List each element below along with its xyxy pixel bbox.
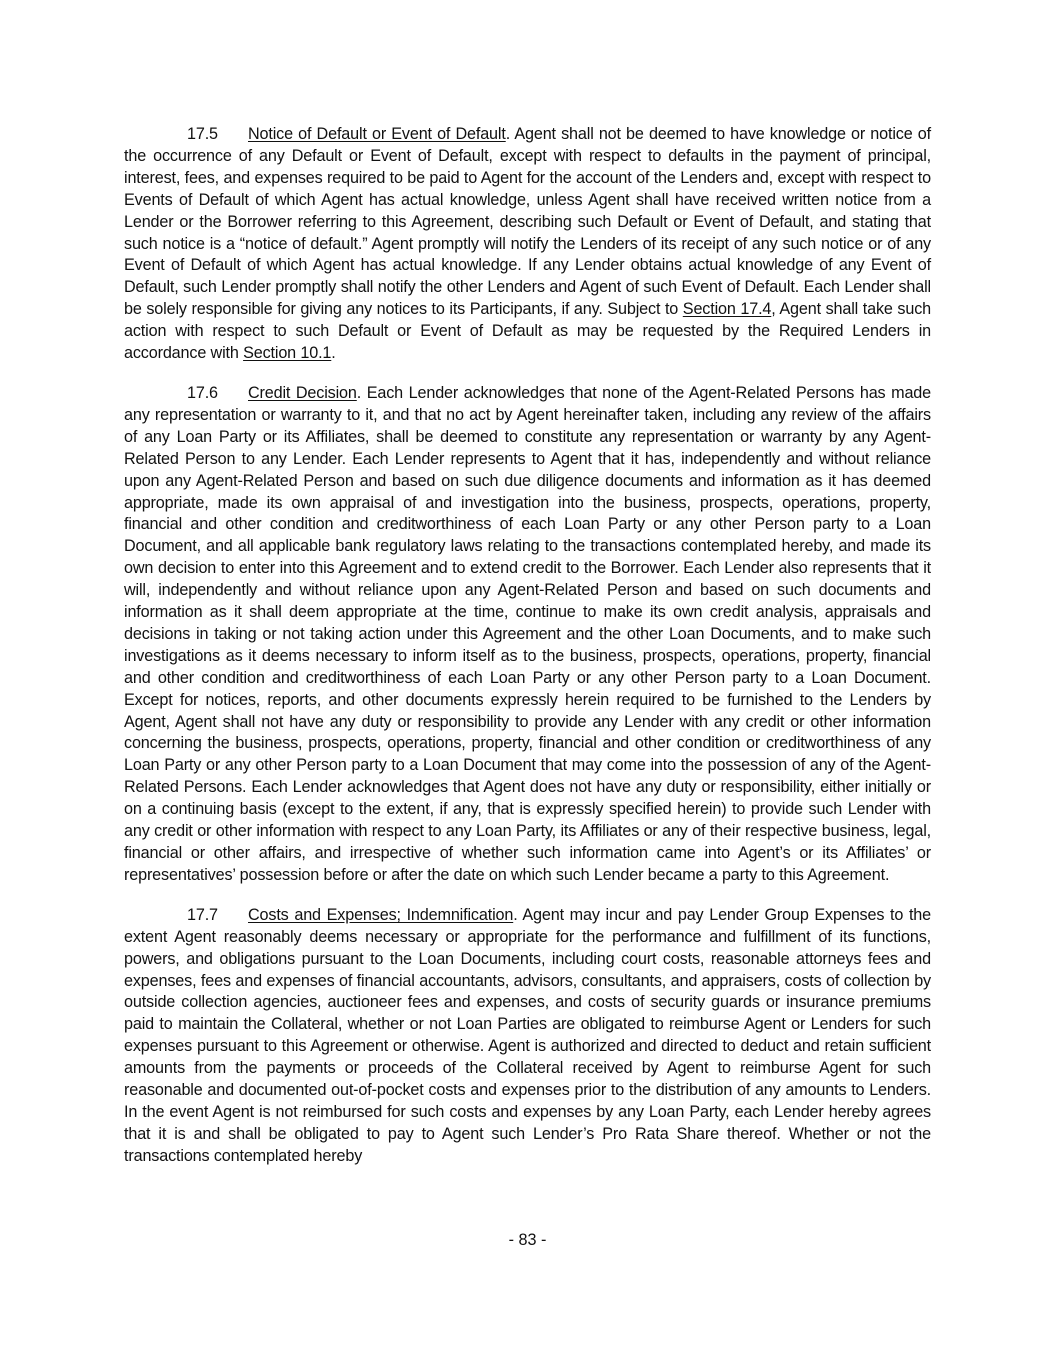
paragraph-text: . Each Lender acknowledges that none of the Agent-Related Persons has made any representation or warranty to it, and that no act by Agent hereinafter taken, including any review of the affairs of any Loan Party or its Affiliates, shall be deemed to constitute any representation or warranty by any Agent-Related Person to any Lender. Each Lender represents to Agent that it has, independently and without reliance upon any Agent-Related Person and based on such due diligence documents and information as it has deemed appropriate, made its own appraisal of and investigation into the business, prospects, operations, property, financial and other condition and creditworthiness of each Loan Party or any other Person party to a Loan Document, and all applicable bank regulatory laws relating to the transactions contemplated hereby, and made its own decision to enter into this Agreement and to extend credit to the Borrower. Each Lender also represents that it will, independently and without reliance upon any Agent-Related Person and based on such documents and information as it shall deem appropriate at the time, continue to make its own credit analysis, appraisals and decisions in taking or not taking action under this Agreement and the other Loan Documents, and to make such investigations as it deems necessary to inform itself as to the business, prospects, operations, property, financial and other condition and creditworthiness of each Loan Party or any other Person party to a Loan Document. Except for notices, reports, and other documents expressly herein required to be furnished to the Lenders by Agent, Agent shall not have any duty or responsibility to provide any Lender with any credit or other information concerning the business, prospects, operations, property, financial and other condition or creditworthiness of any Loan Party or any other Person party to a Loan Document that may come into the possession of any of the Agent-Related Persons. Each Lender acknowledges that Agent does not have any duty or responsibility, either initially or on a continuing basis (except to the extent, if any, that is expressly specified herein) to provide such Lender with any credit or other information with respect to any Loan Party, its Affiliates or any of their respective business, legal, financial or other affairs, and irrespective of whether such information came into Agent’s or its Affiliates’ or representatives’ possession before or after the date on which such Lender became a party to this Agreement. <box>124 383 931 884</box>
section-17-7-paragraph <box>124 905 931 1168</box>
section-number: 17.5 <box>187 125 218 143</box>
section-reference-link: Section 10.1 <box>243 344 332 363</box>
document-body <box>124 124 931 1186</box>
section-17-6-paragraph <box>124 383 931 887</box>
paragraph-text: . Agent may incur and pay Lender Group Expenses to the extent Agent reasonably deems necessary or appropriate for the performance and fulfillment of its functions, powers, and obligations pursuant to the Loan Documents, including court costs, reasonable attorneys fees and expenses, fees and expenses of financial accountants, advisors, consultants, and appraisers, costs of collection by outside collection agencies, auctioneer fees and expenses, and costs of security guards or insurance premiums paid to maintain the Collateral, whether or not Loan Parties are obligated to reimburse Agent or Lenders for such expenses pursuant to this Agreement or otherwise. Agent is authorized and directed to deduct and retain sufficient amounts from the payments or proceeds of the Collateral received by Agent to reimburse Agent for such reasonable and documented out-of-pocket costs and expenses prior to the distribution of any amounts to Lenders. In the event Agent is not reimbursed for such costs and expenses by any Loan Party, each Lender hereby agrees that it is and shall be obligated to pay to Agent such Lender’s Pro Rata Share thereof. Whether or not the transactions contemplated hereby <box>124 905 931 1165</box>
paragraph-text: . <box>331 344 336 363</box>
section-heading: Credit Decision <box>248 383 357 402</box>
section-number: 17.6 <box>187 383 218 402</box>
page-number: - 83 - <box>508 1231 547 1249</box>
section-heading: Costs and Expenses; Indemnification <box>248 905 514 924</box>
section-reference-link: Section 17.4 <box>682 300 772 319</box>
section-number: 17.7 <box>187 905 218 924</box>
paragraph-text: . Agent shall not be deemed to have knowledge or notice of the occurrence of any Default or Event of Default, except with respect to defaults in the payment of principal, interest, fees, and expenses required to be paid to Agent for the account of the Lenders and, except with respect to Events of Default of which Agent has actual knowledge, unless Agent shall have received written notice from a Lender or the Borrower referring to this Agreement, describing such Default or Event of Default, and stating that such notice is a “notice of default.” Agent promptly will notify the Lenders of its receipt of any such notice or of any Event of Default of which Agent has actual knowledge. If any Lender obtains actual knowledge of any Event of Default, such Lender promptly shall notify the other Lenders and Agent of such Event of Default. Each Lender shall be solely responsible for giving any notices to its Participants, if any. Subject to <box>124 125 931 319</box>
section-heading: Notice of Default or Event of Default <box>248 125 506 143</box>
section-17-5-paragraph <box>124 124 931 365</box>
paragraph-text: , Agent shall take such action with respect to such Default or Event of Default as may be requested by the Required Lenders in accordance with <box>124 300 931 363</box>
